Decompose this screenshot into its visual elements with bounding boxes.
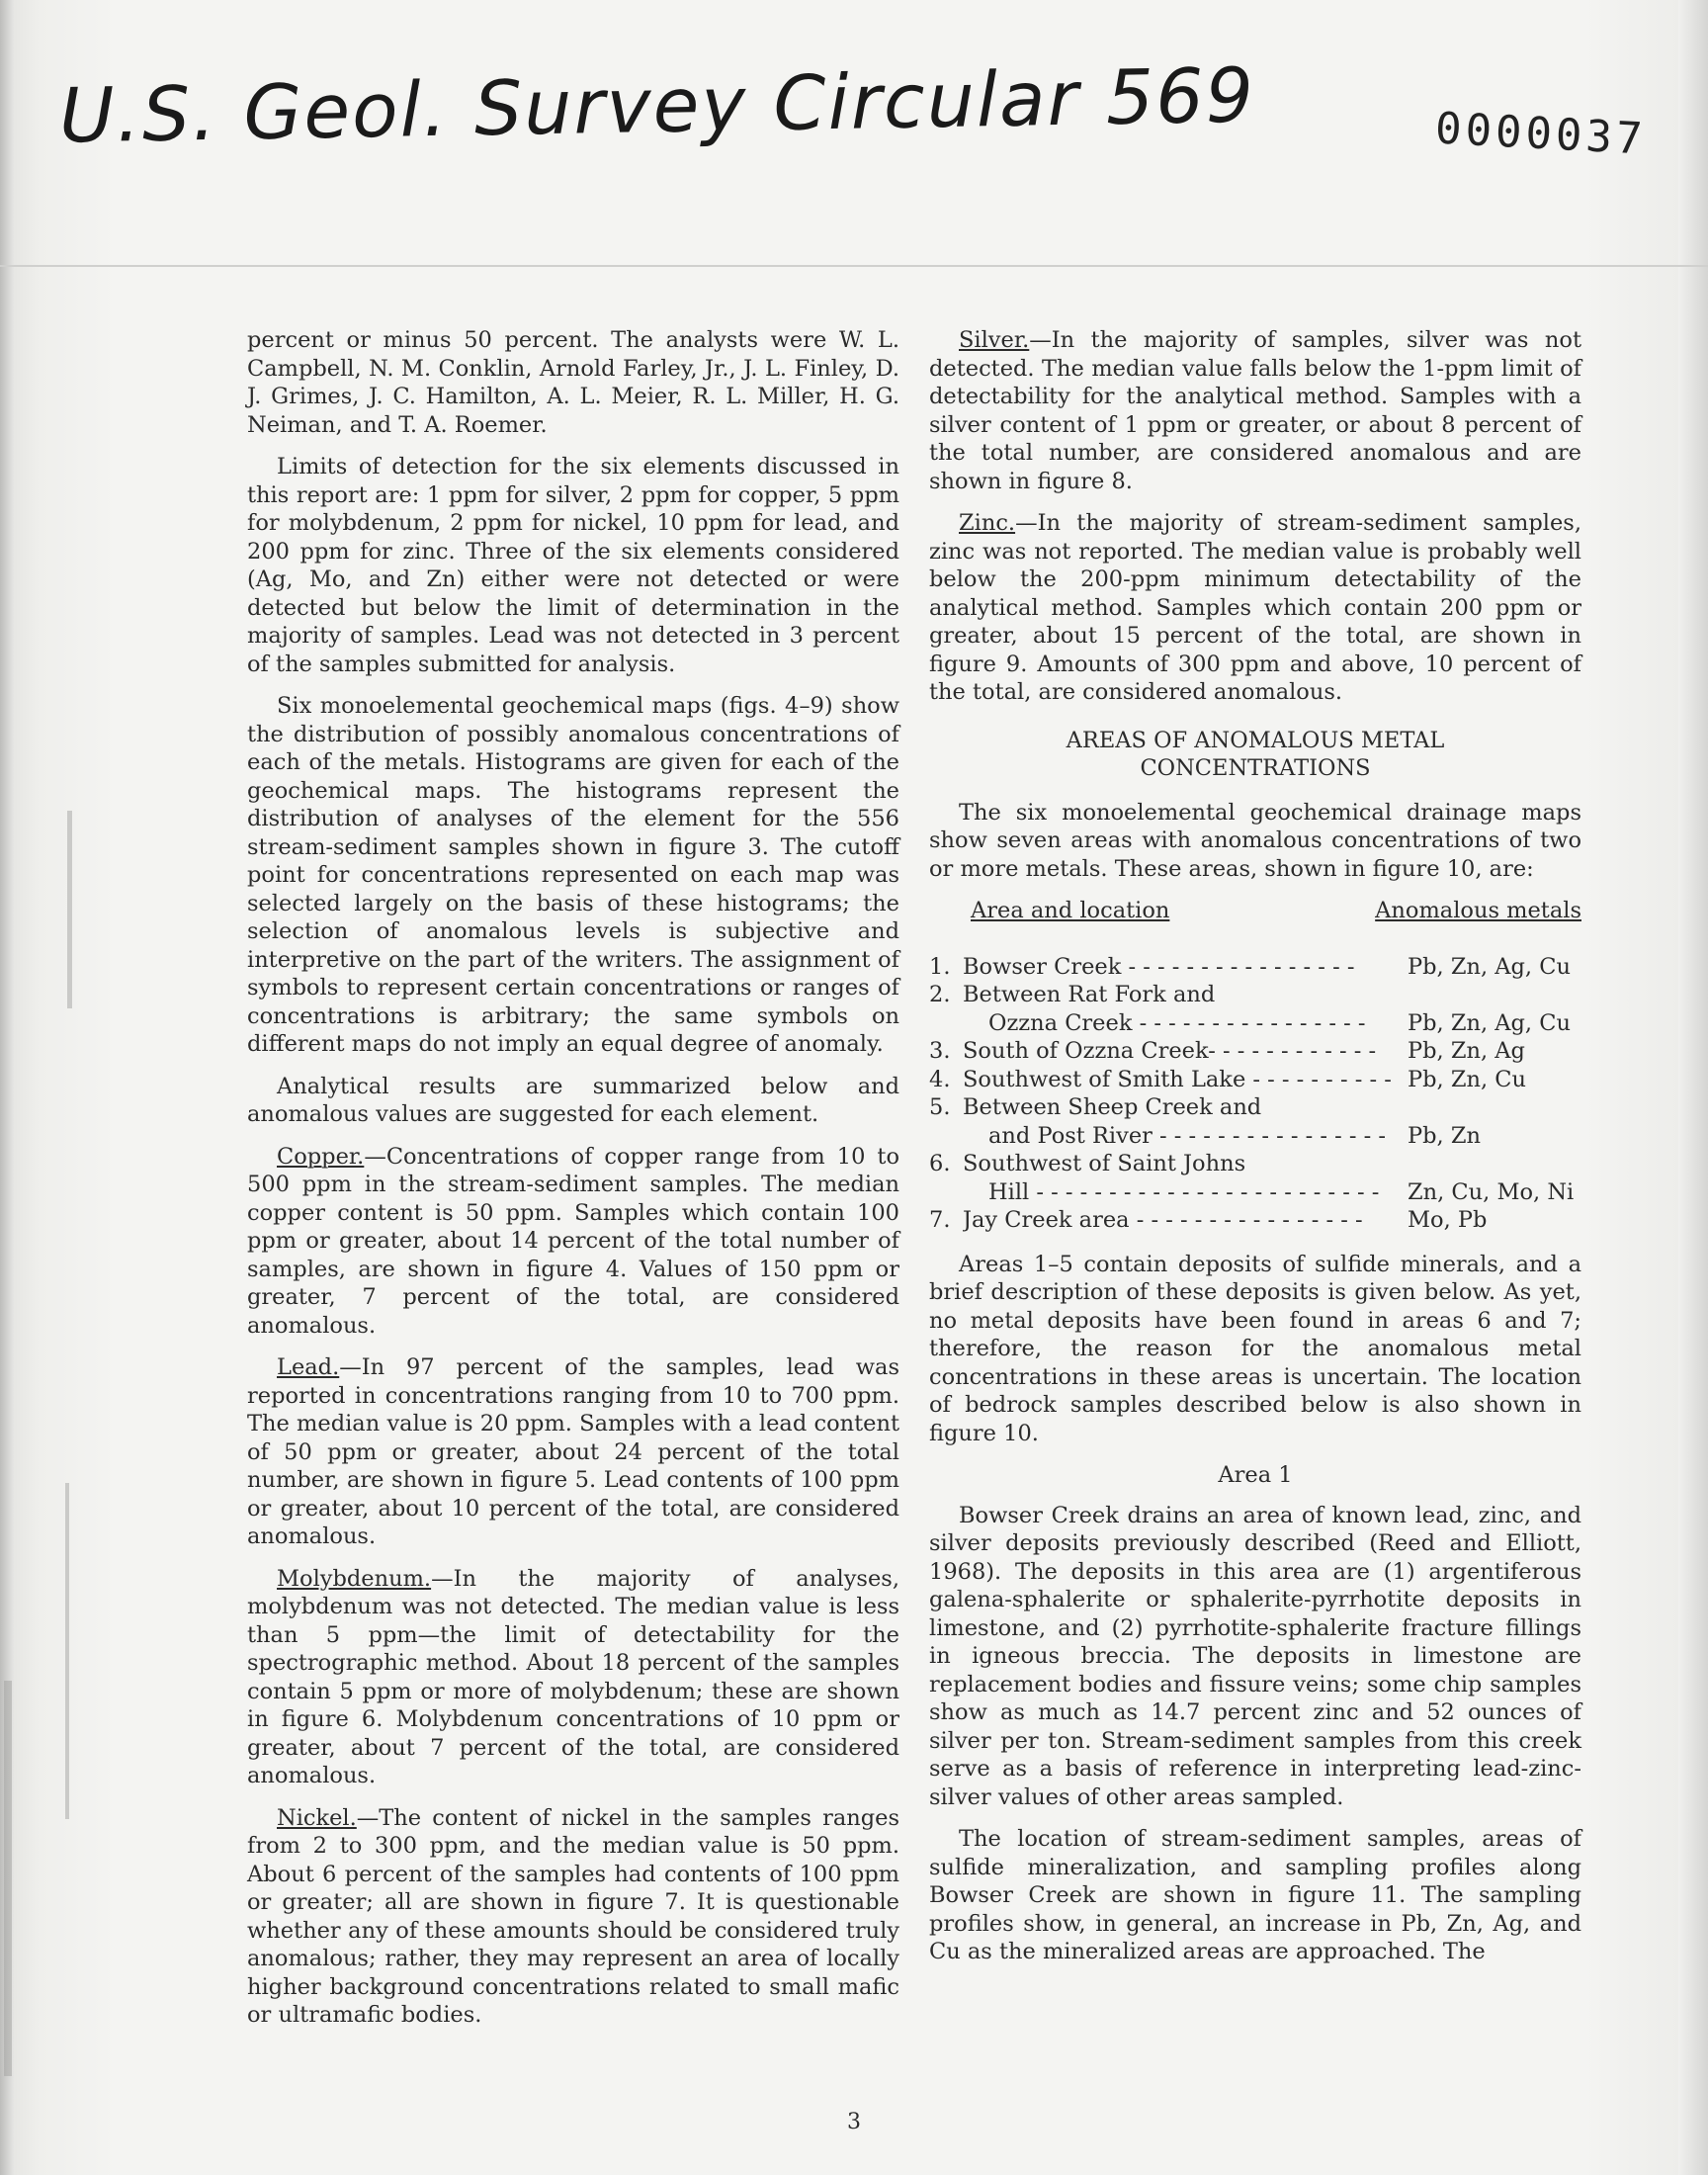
paragraph-summary: Analytical results are summarized below and anomalous values are suggested for each element. <box>247 1073 899 1127</box>
table-row-line <box>929 1066 1581 1094</box>
area-number: 2. <box>929 982 951 1007</box>
paragraph-areas-intro: The six monoelemental geochemical drainage maps show seven areas with anomalous concentrations of two or more metals. These areas, shown in figure 10, are: <box>929 799 1581 882</box>
paragraph-copper <box>247 1143 899 1341</box>
areas-table <box>929 953 1581 1235</box>
paragraph-sample-locations: The location of stream-sediment samples, areas of sulfide mineralization, and sampling profiles along Bowser Creek are shown in figure 11. The sampling profiles show, in general, an increase in Pb, Zn, Ag, and Cu as the mineralized areas are approached. The <box>929 1826 1581 1964</box>
area-number: 6. <box>929 1151 951 1176</box>
copper-text: —Concentrations of copper range from 10 to 500 ppm in the stream-sediment samples. The median copper content is 50 ppm. Samples which contain 100 ppm or greater, about 14 percent of the total number of samples, are shown in figure 4. Values of 150 ppm or greater, 7 percent of the total, are considered anomalous. <box>247 1143 899 1339</box>
table-row-line <box>929 1150 1581 1178</box>
row-indent <box>929 1009 988 1038</box>
paragraph-analysts: percent or minus 50 percent. The analysts were W. L. Campbell, N. M. Conklin, Arnold Farley, Jr., J. L. Finley, D. J. Grimes, J. C. Hamilton, A. L. Meier, R. L. Miller, H. G. Neiman, and T. A. Roemer. <box>247 327 899 438</box>
zinc-label: Zinc. <box>959 510 1016 536</box>
lead-text: —In 97 percent of the samples, lead was reported in concentrations ranging from 10 to 700 ppm. The median value is 20 ppm. Samples with a lead content of 50 ppm or greater, about 24 percent of the total number, are shown in figure 5. Lead contents of 100 ppm or greater, about 10 percent of the total, are considered anomalous. <box>247 1354 899 1549</box>
areas-table-header <box>929 897 1581 925</box>
nickel-text: —The content of nickel in the samples ranges from 2 to 300 ppm, and the median value is 50 ppm. About 6 percent of the samples had contents of 100 ppm or greater; all are shown in figure 7. It is questionable whether any of these amounts should be considered truly anomalous; rather, they may represent an area of locally higher background concentrations related to small mafic or ultramafic bodies. <box>247 1804 899 2028</box>
table-row-line <box>929 1122 1581 1151</box>
area-location: Between Rat Fork and <box>963 982 1216 1007</box>
scan-binding-shadow-right <box>1678 0 1708 2175</box>
table-row-line <box>929 1093 1581 1122</box>
silver-text: —In the majority of samples, silver was not detected. The median value falls below the 1-ppm limit of detectability for the analytical method. Samples with a silver content of 1 ppm or greater, or about 8 percent of the total number, are considered anomalous and are shown in figure 8. <box>929 327 1581 494</box>
area-metals: Pb, Zn, Cu <box>1408 1066 1526 1092</box>
area-metals: Pb, Zn, Ag, Cu <box>1408 953 1571 980</box>
area-location: Bowser Creek - - - - - - - - - - - - - - - - <box>963 953 1355 980</box>
area-metals: Pb, Zn, Ag, Cu <box>1408 1009 1571 1036</box>
section-heading-line-1: AREAS OF ANOMALOUS METAL <box>1066 727 1445 753</box>
area-location: South of Ozzna Creek- - - - - - - - - - - - <box>963 1038 1377 1064</box>
scan-fold-line <box>0 265 1708 267</box>
area-metals: Pb, Zn, Ag <box>1408 1038 1525 1064</box>
handwritten-title: U.S. Geol. Survey Circular 569 <box>58 50 1256 160</box>
section-heading <box>929 727 1581 783</box>
area-location: Southwest of Saint Johns <box>963 1151 1246 1176</box>
table-row <box>929 1093 1581 1150</box>
nickel-label: Nickel. <box>277 1804 357 1831</box>
table-row-line <box>929 953 1581 982</box>
molybdenum-label: Molybdenum. <box>277 1565 432 1592</box>
paragraph-silver <box>929 326 1581 495</box>
table-row-line <box>929 1206 1581 1235</box>
table-row-line <box>929 981 1581 1009</box>
scan-streak <box>65 1483 69 1819</box>
area-number: 3. <box>929 1038 951 1064</box>
table-row <box>929 1037 1581 1066</box>
paragraph-bowser-creek: Bowser Creek drains an area of known lead, zinc, and silver deposits previously described (Reed and Elliott, 1968). The deposits in this area are (1) argentiferous galena-sphalerite or sphalerite-pyrrhotite deposits in limestone, and (2) pyrrhotite-sphalerite fracture fillings in igneous breccia. The deposits in limestone are replacement bodies and fissure veins; some chip samples show as much as 14.7 percent zinc and 52 ounces of silver per ton. Stream-sediment samples from this creek serve as a basis of reference in interpreting lead-zinc-silver values of other areas sampled. <box>929 1502 1581 1810</box>
column-header-area: Area and location <box>971 898 1170 923</box>
document-stamp-number: 0000037 <box>1433 103 1648 165</box>
table-row <box>929 1206 1581 1235</box>
column-header-metals: Anomalous metals <box>1375 898 1581 923</box>
row-indent <box>929 1178 988 1207</box>
table-row-line <box>929 1037 1581 1066</box>
area-metals: Mo, Pb <box>1408 1207 1488 1233</box>
area-metals: Zn, Cu, Mo, Ni <box>1408 1178 1575 1205</box>
area-number: 7. <box>929 1207 951 1233</box>
molybdenum-text: —In the majority of analyses, molybdenum was not detected. The median value is less than 5 ppm—the limit of detectability for the spectrographic method. About 18 percent of the samples contain 5 ppm or more of molybdenum; these are shown in figure 6. Molybdenum concentrations of 10 ppm or greater, about 7 percent of the total, are considered anomalous. <box>247 1565 899 1788</box>
page-number: 3 <box>847 2110 861 2134</box>
paragraph-zinc <box>929 509 1581 707</box>
area-location: Jay Creek area - - - - - - - - - - - - - - - - <box>963 1207 1363 1233</box>
copper-label: Copper. <box>277 1143 365 1170</box>
scan-streak <box>67 811 72 1008</box>
area-number: 5. <box>929 1094 951 1120</box>
zinc-text: —In the majority of stream-sediment samples, zinc was not reported. The median value is probably well below the 200-ppm minimum detectability of the analytical method. Samples which contain 200 ppm or greater, about 15 percent of the total, are shown in figure 9. Amounts of 300 ppm and above, 10 percent of the total, are considered anomalous. <box>929 510 1581 705</box>
paragraph-areas-deposits: Areas 1–5 contain deposits of sulfide minerals, and a brief description of these deposits is given below. As yet, no metal deposits have been found in areas 6 and 7; therefore, the reason for the anomalous metal concentrations in these areas is uncertain. The location of bedrock samples described below is also shown in figure 10. <box>929 1251 1581 1446</box>
paragraph-molybdenum <box>247 1565 899 1790</box>
area-location: Southwest of Smith Lake - - - - - - - - - - <box>963 1066 1392 1092</box>
right-column <box>929 326 1581 1980</box>
area-location: Between Sheep Creek and <box>963 1094 1262 1120</box>
section-heading-line-2: CONCENTRATIONS <box>1140 755 1371 781</box>
table-row <box>929 981 1581 1037</box>
table-row-line <box>929 1009 1581 1038</box>
table-row-line <box>929 1178 1581 1207</box>
left-column <box>247 326 899 2044</box>
area-metals: Pb, Zn <box>1408 1122 1481 1149</box>
table-row <box>929 953 1581 982</box>
paragraph-nickel <box>247 1804 899 2030</box>
area-1-heading: Area 1 <box>1218 1462 1293 1488</box>
scan-streak <box>4 1681 12 2076</box>
row-indent <box>929 1122 988 1151</box>
area-location-continued: and Post River - - - - - - - - - - - - - - - - <box>988 1122 1386 1149</box>
area-number: 1. <box>929 953 951 980</box>
lead-label: Lead. <box>277 1354 340 1380</box>
area-number: 4. <box>929 1066 951 1092</box>
paragraph-lead <box>247 1353 899 1551</box>
paragraph-geochemical-maps: Six monoelemental geochemical maps (figs. 4–9) show the distribution of possibly anomalous concentrations of each of the metals. Histograms are given for each of the geochemical maps. The histograms represent the distribution of analyses of the element for the 556 stream-sediment samples shown in figure 3. The cutoff point for concentrations represented on each map was selected largely on the basis of these histograms; the selection of anomalous levels is subjective and interpretive on the part of the writers. The assignment of symbols to represent certain concentrations or ranges of concentrations is arbitrary; the same symbols on different maps do not imply an equal degree of anomaly. <box>247 693 899 1057</box>
table-row <box>929 1150 1581 1206</box>
area-location-continued: Hill - - - - - - - - - - - - - - - - - - - - - - - - <box>988 1178 1380 1205</box>
table-row <box>929 1066 1581 1094</box>
paragraph-detection-limits: Limits of detection for the six elements discussed in this report are: 1 ppm for silver, 2 ppm for copper, 5 ppm for molybdenum, 2 ppm for nickel, 10 ppm for lead, and 200 ppm for zinc. Three of the six elements considered (Ag, Mo, and Zn) either were not detected or were detected but below the limit of determination in the majority of samples. Lead was not detected in 3 percent of the samples submitted for analysis. <box>247 454 899 677</box>
silver-label: Silver. <box>959 327 1030 353</box>
area-location-continued: Ozzna Creek - - - - - - - - - - - - - - - - <box>988 1009 1366 1036</box>
